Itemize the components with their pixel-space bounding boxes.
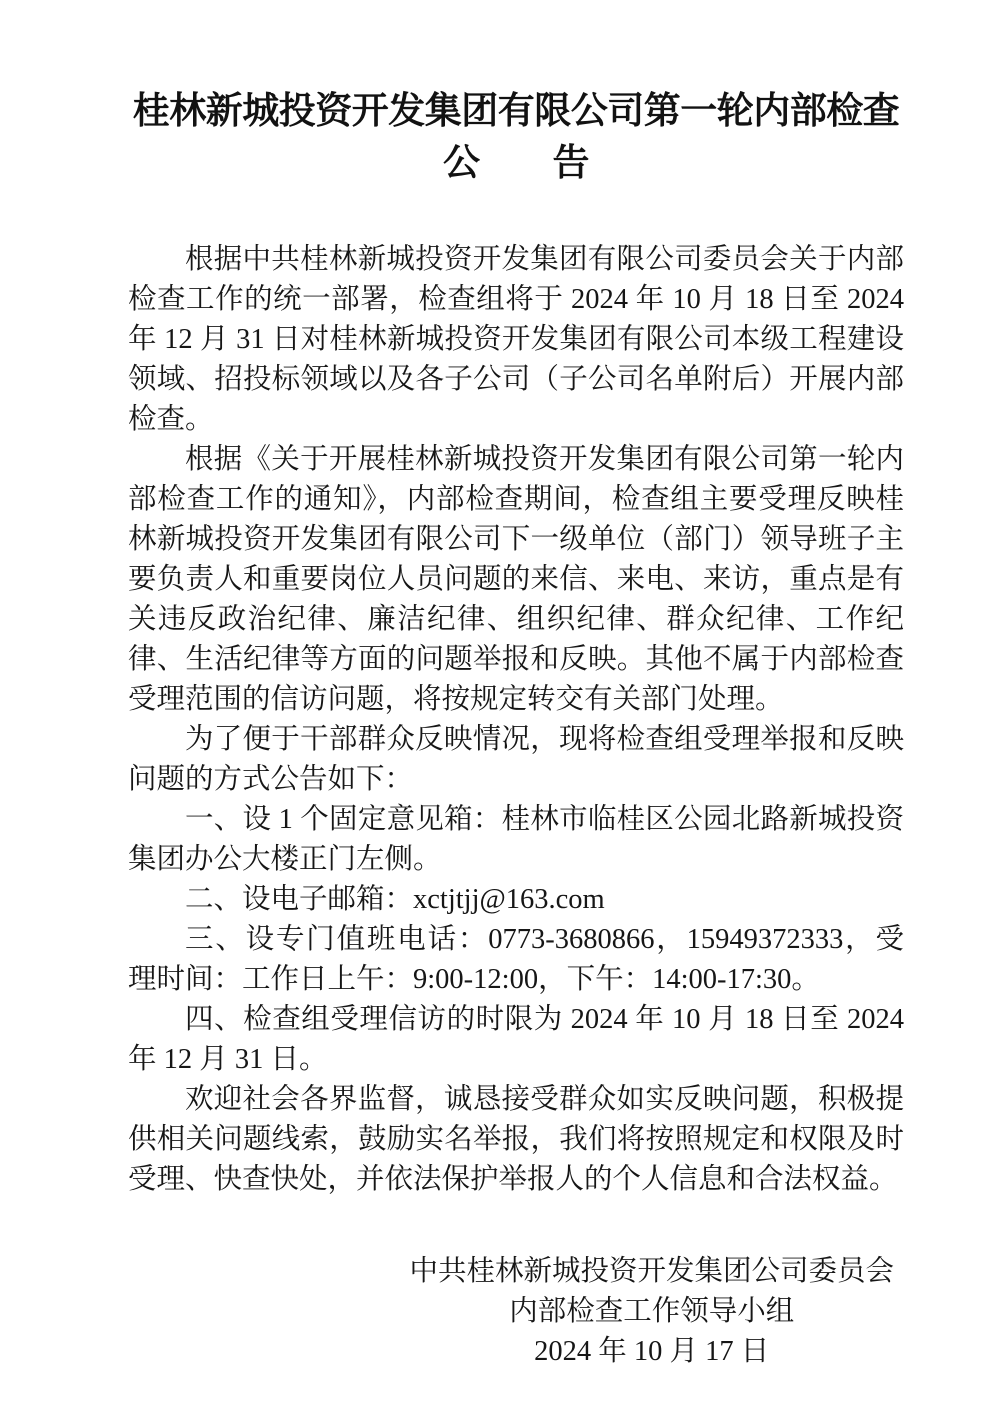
signature-date: 2024 年 10 月 17 日	[534, 1336, 770, 1367]
paragraph-closing: 欢迎社会各界监督，诚恳接受群众如实反映问题，积极提供相关问题线索，鼓励实名举报，我们将按照规定和权限及时受理、快查快处，并依法保护举报人的个人信息和合法权益。	[128, 1084, 904, 1195]
item-2-email: 二、设电子邮箱：xctjtjj@163.com	[185, 884, 605, 915]
paragraph-opening: 根据中共桂林新城投资开发集团有限公司委员会关于内部检查工作的统一部署，检查组将于 2024 年 10 月 18 日至 2024 年 12 月 31 日对桂林新城投资开发集团有限公司本级工程建设领域、招投标领域以及各子公司（子公司名单附后）开展内部检查。	[128, 244, 904, 435]
signature-block	[409, 1252, 894, 1372]
paragraph-intro: 为了便于干部群众反映情况，现将检查组受理举报和反映问题的方式公告如下：	[128, 724, 904, 795]
signature-org-line-1: 中共桂林新城投资开发集团公司委员会	[409, 1256, 894, 1287]
document-title	[128, 86, 904, 190]
document-body	[128, 240, 904, 1200]
signature-org-line-2: 内部检查工作领导小组	[509, 1296, 795, 1327]
item-3-phone: 三、设专门值班电话：0773-3680866，15949372333，受理时间：工作日上午：9:00-12:00，下午：14:00-17:30。	[128, 924, 904, 995]
title-line-1: 桂林新城投资开发集团有限公司第一轮内部检查	[132, 91, 900, 132]
item-4-period: 四、检查组受理信访的时限为 2024 年 10 月 18 日至 2024 年 12 月 31 日。	[128, 1004, 904, 1075]
title-line-2: 公 告	[443, 143, 589, 184]
paragraph-scope: 根据《关于开展桂林新城投资开发集团有限公司第一轮内部检查工作的通知》，内部检查期间，检查组主要受理反映桂林新城投资开发集团有限公司下一级单位（部门）领导班子主要负责人和重要岗位人员问题的来信、来电、来访，重点是有关违反政治纪律、廉洁纪律、组织纪律、群众纪律、工作纪律、生活纪律等方面的问题举报和反映。其他不属于内部检查受理范围的信访问题，将按规定转交有关部门处理。	[128, 444, 904, 715]
item-1-mailbox: 一、设 1 个固定意见箱：桂林市临桂区公园北路新城投资集团办公大楼正门左侧。	[128, 804, 904, 875]
